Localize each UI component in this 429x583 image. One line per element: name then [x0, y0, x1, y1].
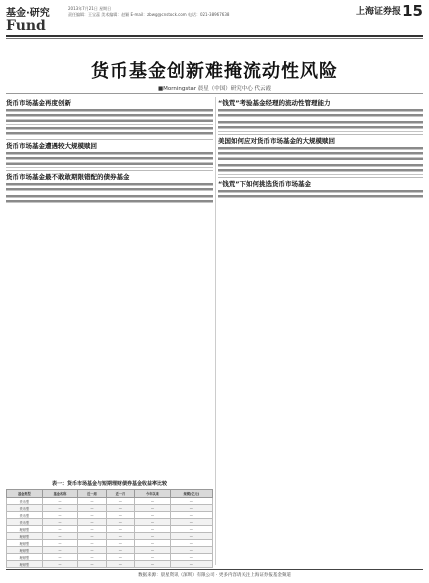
section-title-cn: 基金·研究 [6, 8, 50, 19]
table-cell: — [78, 505, 106, 512]
table-header-cell: 基金类型 [7, 490, 43, 498]
masthead-rule [6, 35, 423, 37]
section-block [6, 99, 213, 137]
table-cell: — [135, 512, 171, 519]
table-cell: — [42, 540, 78, 547]
table-header-cell: 近一周 [78, 490, 106, 498]
section-heading: 货币市场基金遭遇较大规模赎回 [6, 139, 213, 150]
table-cell: — [78, 519, 106, 526]
table-cell: — [78, 533, 106, 540]
table-cell: — [106, 533, 134, 540]
table-cell: — [42, 561, 78, 568]
table-cell: — [78, 540, 106, 547]
right-column [218, 97, 423, 567]
section-block [218, 134, 423, 175]
paragraph [218, 121, 423, 131]
table-row [7, 540, 213, 547]
issue-date-line: 2013年7月21日 星期日 [68, 6, 112, 11]
table-cell: — [170, 533, 212, 540]
table-cell: — [42, 519, 78, 526]
masthead-rule-thin [6, 38, 423, 39]
paragraph [218, 190, 423, 200]
table-cell: — [42, 526, 78, 533]
table-cell: — [42, 505, 78, 512]
left-column [6, 97, 213, 477]
table-cell: — [106, 505, 134, 512]
section-heading: 货币市场基金再度创新 [6, 99, 71, 107]
table-row [7, 547, 213, 554]
table-cell: — [42, 533, 78, 540]
table-row [7, 554, 213, 561]
section-title-en: Fund [6, 18, 46, 34]
table-cell: 理财型 [7, 554, 43, 561]
table-cell: — [135, 498, 171, 505]
paragraph [218, 164, 423, 174]
table-cell: — [135, 505, 171, 512]
table-cell: 货币型 [7, 505, 43, 512]
masthead [6, 4, 423, 48]
table-header-cell: 近一月 [106, 490, 134, 498]
table-cell: — [106, 540, 134, 547]
table-cell: — [78, 554, 106, 561]
table-cell: — [78, 526, 106, 533]
table-cell: — [135, 547, 171, 554]
table-cell: — [106, 561, 134, 568]
table-cell: — [78, 561, 106, 568]
table-cell: — [135, 526, 171, 533]
table-row [7, 505, 213, 512]
table-cell: — [106, 512, 134, 519]
table-cell: — [170, 498, 212, 505]
article-headline: 货币基金创新难掩流动性风险 [91, 61, 338, 82]
table-header-cell: 今年以来 [135, 490, 171, 498]
paragraph [6, 195, 213, 205]
table-row [7, 512, 213, 519]
table-row [7, 519, 213, 526]
table-cell: — [42, 498, 78, 505]
editor-contact-line: 责任编辑：王宝蕊 美术编辑：赵颖 E-mail：zbwg@cnstock.com 电话：021-38967638 [68, 12, 230, 17]
table-cell: — [106, 554, 134, 561]
table-header-cell: 基金名称 [42, 490, 78, 498]
table-cell: — [78, 512, 106, 519]
section-heading: 货币市场基金最不敢敢期限错配的债券基金 [6, 170, 213, 181]
paragraph [218, 109, 423, 119]
paragraph [218, 147, 423, 163]
table-cell: — [42, 547, 78, 554]
section-heading: “钱荒”下如何挑选货币市场基金 [218, 177, 423, 188]
table-cell: — [78, 547, 106, 554]
section-block [218, 99, 423, 132]
table-row [7, 526, 213, 533]
table-cell: 理财型 [7, 547, 43, 554]
table-cell: — [170, 512, 212, 519]
table-cell: 货币型 [7, 512, 43, 519]
table-cell: 货币型 [7, 519, 43, 526]
table-cell: — [135, 561, 171, 568]
table-cell: — [135, 519, 171, 526]
section-heading: “钱荒”考验基金经理的流动性管理能力 [218, 99, 331, 107]
table-cell: — [170, 505, 212, 512]
table-cell: — [135, 540, 171, 547]
table-header-cell: 规模(亿元) [170, 490, 212, 498]
paragraph [6, 109, 213, 125]
table-row [7, 498, 213, 505]
table-cell: — [42, 554, 78, 561]
table-header-row [7, 490, 213, 498]
section-block [218, 177, 423, 200]
table-cell: — [170, 519, 212, 526]
table-cell: 理财型 [7, 533, 43, 540]
table-cell: — [106, 547, 134, 554]
table-cell: — [170, 526, 212, 533]
data-table [6, 489, 213, 568]
table-cell: — [78, 498, 106, 505]
headline-rule [6, 93, 423, 94]
table-cell: 货币型 [7, 498, 43, 505]
page-footer: 数据来源：晨星资讯（深圳）有限公司 · 更多内容请关注上海证券报基金频道 [138, 573, 291, 578]
footer-rule [6, 569, 423, 570]
fund-comparison-table [6, 480, 213, 566]
table-cell: 理财型 [7, 540, 43, 547]
table-cell: — [135, 533, 171, 540]
table-cell: — [106, 498, 134, 505]
table-cell: — [106, 526, 134, 533]
paragraph [6, 152, 213, 168]
table-row [7, 533, 213, 540]
table-cell: — [170, 540, 212, 547]
table-body [7, 498, 213, 568]
paragraph [6, 127, 213, 137]
table-cell: — [170, 554, 212, 561]
paragraph [6, 183, 213, 193]
table-cell: — [170, 561, 212, 568]
table-cell: — [42, 512, 78, 519]
section-block [6, 170, 213, 206]
table-cell: 理财型 [7, 526, 43, 533]
page-number: 15 [402, 2, 423, 20]
table-row [7, 561, 213, 568]
table-title: 表一：货币市场基金与短期理财债券基金收益率比较 [51, 481, 167, 487]
table-cell: — [170, 547, 212, 554]
table-cell: — [135, 554, 171, 561]
section-block [6, 139, 213, 168]
article-byline: ■Morningstar 晨星（中国）研究中心 代云霞 [157, 86, 272, 92]
table-cell: — [106, 519, 134, 526]
newspaper-name: 上海证券报 [355, 7, 401, 17]
section-heading: 美国如何应对货币市场基金的大规模赎回 [218, 134, 423, 145]
table-cell: 理财型 [7, 561, 43, 568]
column-divider [215, 97, 216, 565]
